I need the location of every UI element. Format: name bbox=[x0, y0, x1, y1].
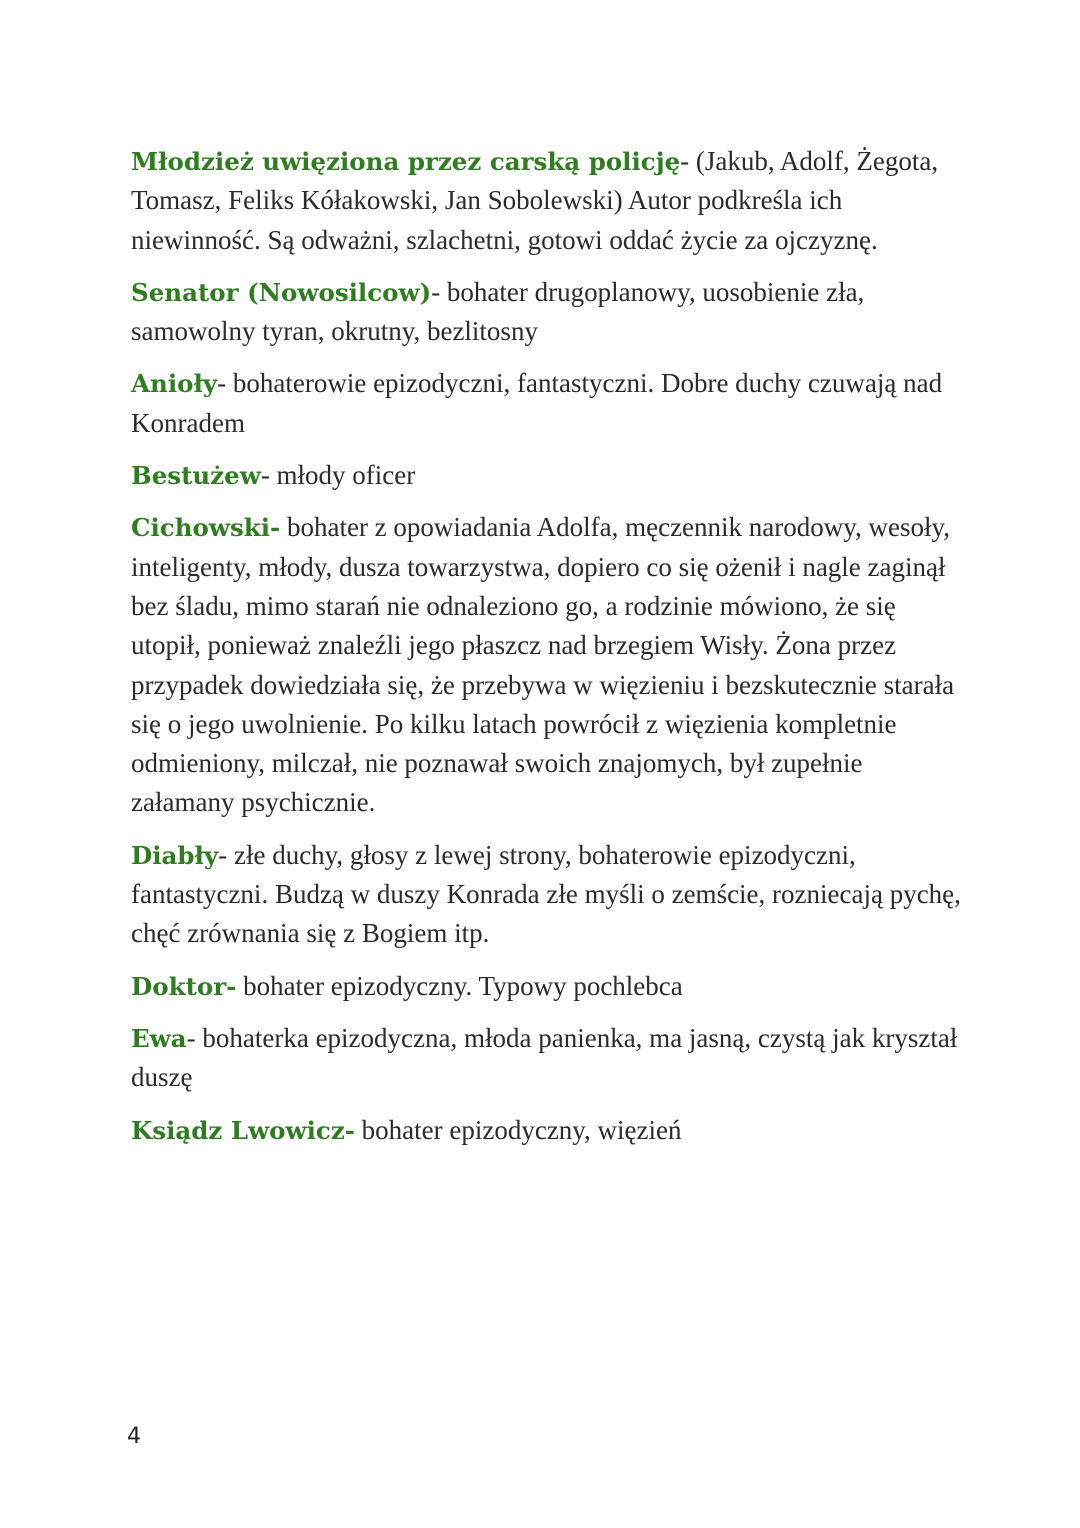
entry-description: - bohaterka epizodyczna, młoda panienka, ma jasną, czystą jak kryształ duszę bbox=[131, 1022, 958, 1093]
page-number: 4 bbox=[127, 1424, 141, 1449]
entry-description: bohater epizodyczny. Typowy pochlebca bbox=[236, 970, 683, 1001]
entry-term: Senator (Nowosilcow) bbox=[131, 277, 432, 307]
entry-term: Cichowski- bbox=[131, 513, 281, 543]
entry-description: - bohaterowie epizodyczni, fantastyczni. Dobre duchy czuwają nad Konradem bbox=[131, 368, 943, 438]
entry-term: Młodzież uwięziona przez carską policję bbox=[131, 147, 681, 176]
entry-term: Ksiądz Lwowicz- bbox=[131, 1115, 355, 1145]
entry-description: - złe duchy, głosy z lewej strony, bohaterowie epizodyczni, fantastyczni. Budzą w duszy Konrada złe myśli o zemście, rozniecają pychę, chęć zrównania się z Bogiem itp. bbox=[131, 839, 961, 949]
entry-term: Ewa bbox=[131, 1023, 187, 1053]
entry-term: Anioły bbox=[131, 369, 218, 399]
character-list bbox=[131, 142, 961, 1163]
entry-description: - młody oficer bbox=[260, 460, 416, 491]
entry-term: Diabły bbox=[131, 840, 219, 870]
entry-description: bohater epizodyczny, więzień bbox=[354, 1114, 682, 1145]
entry-description: bohater z opowiadania Adolfa, męczennik narodowy, wesoły, inteligenty, młody, dusza towarzystwa, dopiero co się ożenił i nagle zaginął bez śladu, mimo starań nie odnaleziono go, a rodzinie mówiono, że się utopił, ponieważ znaleźli jego płaszcz nad brzegiem Wisły. Żona przez przypadek dowiedziała się, że przebywa w więzieniu i bezskutecznie starała się o jego uwolnienie. Po kilku latach powrócił z więzienia kompletnie odmieniony, milczał, nie poznawał swoich znajomych, był zupełnie załamany psychicznie. bbox=[131, 512, 955, 818]
entry-term: Bestużew bbox=[131, 461, 261, 491]
entry-description: - bohater drugoplanowy, uosobienie zła, samowolny tyran, okrutny, bezlitosny bbox=[131, 276, 865, 347]
entry-senator bbox=[131, 273, 961, 352]
entry-description: - (Jakub, Adolf, Żegota, Tomasz, Feliks Kółakowski, Jan Sobolewski) Autor podkreśla ich niewinność. Są odważni, szlachetni, gotowi oddać życie za ojczyznę. bbox=[131, 146, 939, 255]
entry-cichowski bbox=[131, 508, 961, 822]
entry-bestuzew bbox=[131, 456, 961, 495]
entry-anioly bbox=[131, 364, 961, 443]
entry-doktor bbox=[131, 967, 961, 1006]
entry-mlodziez bbox=[131, 142, 961, 260]
entry-diably bbox=[131, 836, 961, 954]
entry-term: Doktor- bbox=[131, 971, 237, 1001]
entry-ewa bbox=[131, 1019, 961, 1098]
entry-ksiadz-lwowicz bbox=[131, 1111, 961, 1150]
